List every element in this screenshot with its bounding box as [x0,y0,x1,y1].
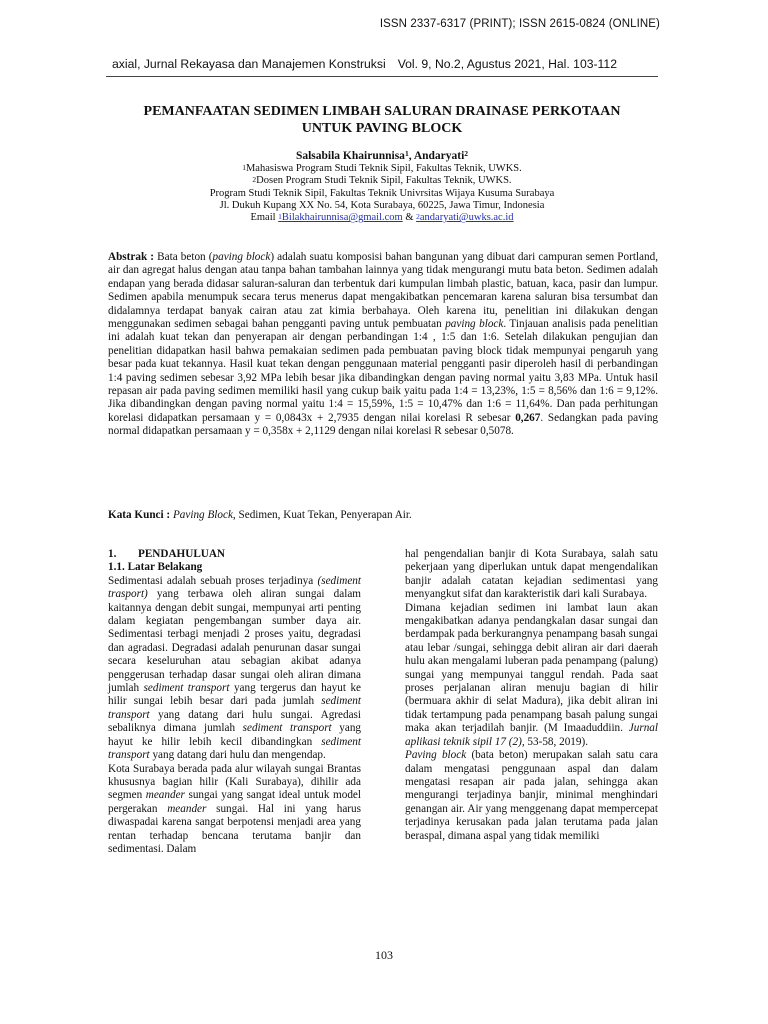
lp1-text-2: yang terbawa oleh aliran sungai dalam kaitannya dengan debit sungai, mempunyai arti penting dalam kegiatan pengembangan sumber daya air. Sedimentasi terbagi menjadi 2 proses yaitu, degradasi dan agradasi. Degradasi adalah penurunan dasar sungai secara keseluruhan atau sebagian akibat adanya penggerusan terhadap dasar sungai oleh aliran dimana jumlah [108,588,361,695]
lp2-italic-1: meander [145,789,185,802]
author-1-sup: 1 [404,149,409,158]
right-paragraph-2 [405,602,658,749]
affiliation-2 [100,175,664,187]
abstract-text-2: ) adalah suatu komposisi bahan bangunan yang dibuat dari campuran semen Portland, air dan agregat halus dengan atau tanpa bahan tambahan lainnya yang tidak mengurangi mutu bata beton. Sedimen adalah endapan yang berada didasar saluran-saluran dan terbentuk dari kumpulan limbah plastic, batuan, kaca, pasir dan lumpur. Sedimen apabila menumpuk secara terus menerus dapat mengakibatkan pencemaran karena saluran bisa tersumbat dan didalamnya terdapat banyak cairan atau zat kimia berbahaya. Oleh karena itu, penelitian ini dilakukan dengan menggunakan sedimen sebagai bahan pengganti paving untuk pembuatan [108,251,658,331]
affiliation-address: Jl. Dukuh Kupang XX No. 54, Kota Surabaya, 60225, Jawa Timur, Indonesia [219,199,545,211]
abstract-italic-1: paving block [212,251,271,263]
email-separator: & [402,212,417,224]
keywords-label: Kata Kunci : [108,509,171,521]
affiliation-1-sup: 1 [242,163,246,172]
rp2-italic-1: Jurnal aplikasi teknik sipil 17 (2), [405,722,658,748]
header-rule [106,76,658,77]
left-paragraph-1 [108,575,361,763]
lp1-text-6: yang datang dari hulu dan mengendap. [149,749,326,762]
email-label: Email [250,212,279,224]
affiliations [100,163,664,224]
author-2: Andaryati [413,150,465,162]
email-link-2[interactable] [416,212,513,223]
lp1-text-3: yang tergerus dan hayut ke hilir sungai lebih besar dari pada jumlah [108,682,362,708]
affiliation-email [100,212,664,224]
lp1-text-1: Sedimentasi adalah sebuah proses terjadinya [108,574,318,587]
rp3-italic-1: Paving block [405,749,467,762]
abstract-bold-value: 0,267 [515,411,541,424]
email-1-text: Bilakhairunnisa@gmail.com [281,212,403,224]
abstract-text-4: . Sedangkan pada paving normal didapatkan persamaan y = 0,358x + 2,1129 dengan nilai korelasi R sebesar 0,5078. [108,411,659,438]
lp1-text-4: yang datang dari hulu sungai. Agredasi sebaliknya dimana jumlah [108,708,361,735]
paper-title [100,103,664,137]
email-link-1[interactable] [278,212,403,223]
abstract [108,251,658,439]
section-number: 1. [108,548,117,560]
abstract-text-3: . Tinjauan analisis pada penelitian ini adalah kuat tekan dan penyerapan air dengan perbandingan 1:4 , 1:5 dan 1:6. Setelah dilakukan pengujian dan penelitian didapatkan hasil bahwa pemakaian sedimen pada pembuatan paving block tidak mempunyai pengaruh yang besar pada kuat tekannya. Hasil kuat tekan dengan penggunaan material pengganti pasir diperoleh hasil di perbandingan 1:4 paving sedimen sebesar 3,92 MPa lebih besar jika dibandingkan dengan paving normal yaitu 3,83 MPa. Untuk hasil repasan air pada paving sedimen memiliki hasil yang cukup baik yaitu pada 1:4 = 13,23%, 1:5 = 8,56% dan 1:6 = 9,12%. Jika dibandingkan dengan paving normal yaitu 1:4 = 15,59%, 1:5 = 10,47% dan 1:6 = 11,64%. Dan pada perhitungan korelasi didapatkan persamaan y = 0,0843x + 2,7935 dengan nilai korelasi R sebesar [108,318,658,424]
title-line-1: PEMANFAATAN SEDIMEN LIMBAH SALURAN DRAINASE PERKOTAAN [143,104,621,119]
lp1-italic-3: sediment transport [108,695,361,721]
lp1-text-5: yang hayut ke hilir lebih kecil dibandingkan [108,722,362,748]
right-column [405,548,658,843]
section-title: PENDAHULUAN [138,548,226,560]
author-separator: , [408,150,414,162]
subsection-heading: 1.1. Latar Belakang [108,561,203,574]
abstract-text-1: Bata beton ( [154,251,213,263]
email-2-text: andaryati@uwks.ac.id [419,212,514,224]
journal-header [112,57,617,71]
right-paragraph-1: hal pengendalian banjir di Kota Surabaya, salah satu pekerjaan yang diperlukan untuk dapat mengendalikan banjir adalah catatan kejadian sedimentasi yang menyangkut sifat dan karakteristik dari kali Surabaya. [405,548,658,601]
affiliation-program: Program Studi Teknik Sipil, Fakultas Teknik Univrsitas Wijaya Kusuma Surabaya [209,187,555,199]
affiliation-2-text: Dosen Program Studi Teknik Sipil, Fakultas Teknik, UWKS. [256,175,512,187]
author-2-sup: 2 [464,149,469,158]
title-line-2: UNTUK PAVING BLOCK [301,121,463,136]
lp1-italic-1: (sediment trasport) [108,574,361,601]
lp2-text-3: sungai. Hal ini yang harus diwaspadai karena sangat berpotensi menjadi area yang rentan terhadap bencana terutama banjir dan sedimentasi. Dalam [108,802,361,855]
left-paragraph-2 [108,763,361,857]
rp2-text-1: Dimana kejadian sedimen ini lambat laun akan mengakibatkan adanya pendangkalan dasar sungai dan berdampak pada berkurangnya penampang basah sungai atau lebar /sungai, sehingga debit aliran air dari daerah hulu akan mengalami luberan pada penampang (palung) sungai yang mempunyai tanggul rendah. Pada saat proses perjalanan aliran menuju bagian di hilir (bermuara akhir di selat Madura), jika debit aliran ini tidak tertampung pada penampang basah palung sungai maka akan terjadilah banjir. (M Imaaduddiin. [405,601,658,735]
lp1-italic-4: sediment transport [242,722,332,735]
affiliation-2-sup: 2 [252,175,257,185]
email-2-sup: 2 [416,212,420,222]
author-list [100,150,664,162]
lp1-italic-2: sediment transport [143,682,230,695]
right-paragraph-3 [405,749,658,843]
journal-volume: Vol. 9, No.2, Agustus 2021, Hal. 103-112 [397,57,617,71]
section-heading [108,548,361,561]
lp2-text-2: sungai yang sangat ideal untuk model pergerakan [108,789,361,815]
abstract-label: Abstrak : [108,251,155,263]
keywords [108,509,658,521]
abstract-italic-2: paving block [445,318,504,331]
lp2-italic-2: meander [167,802,207,815]
keywords-italic: Paving Block [172,509,233,521]
author-1: Salsabila Khairunnisa [295,150,405,162]
email-1-sup: 1 [278,212,282,222]
affiliation-1 [100,163,664,175]
rp3-text-1: (bata beton) merupakan salah satu cara dalam mengatasi penggunaan aspal dan dalam mengatasi resapan air pada jalan, sehingga akan mengurangi terjadinya banjir, minimal menghindari genangan air. Air yang menggenang dapat mempercepat terjadinya kerusakan pada jalan terutama pada jalan beraspal, dimana aspal yang tidak memiliki [405,749,658,842]
affiliation-1-text: Mahasiswa Program Studi Teknik Sipil, Fakultas Teknik, UWKS. [245,163,522,174]
lp2-text-1: Kota Surabaya berada pada alur wilayah sungai Brantas khususnya bagian hilir (Kali Surabaya), dihilir ada segmen [108,762,361,802]
rp2-text-2: 53-58, 2019). [524,735,589,748]
lp1-italic-5: sediment transport [108,735,361,762]
page-number: 103 [375,948,393,962]
left-column [108,548,361,856]
issn-header: ISSN 2337-6317 (PRINT); ISSN 2615-0824 (ONLINE) [379,18,660,30]
journal-name: axial, Jurnal Rekayasa dan Manajemen Konstruksi [112,57,386,71]
keywords-rest: , Sedimen, Kuat Tekan, Penyerapan Air. [232,509,412,521]
